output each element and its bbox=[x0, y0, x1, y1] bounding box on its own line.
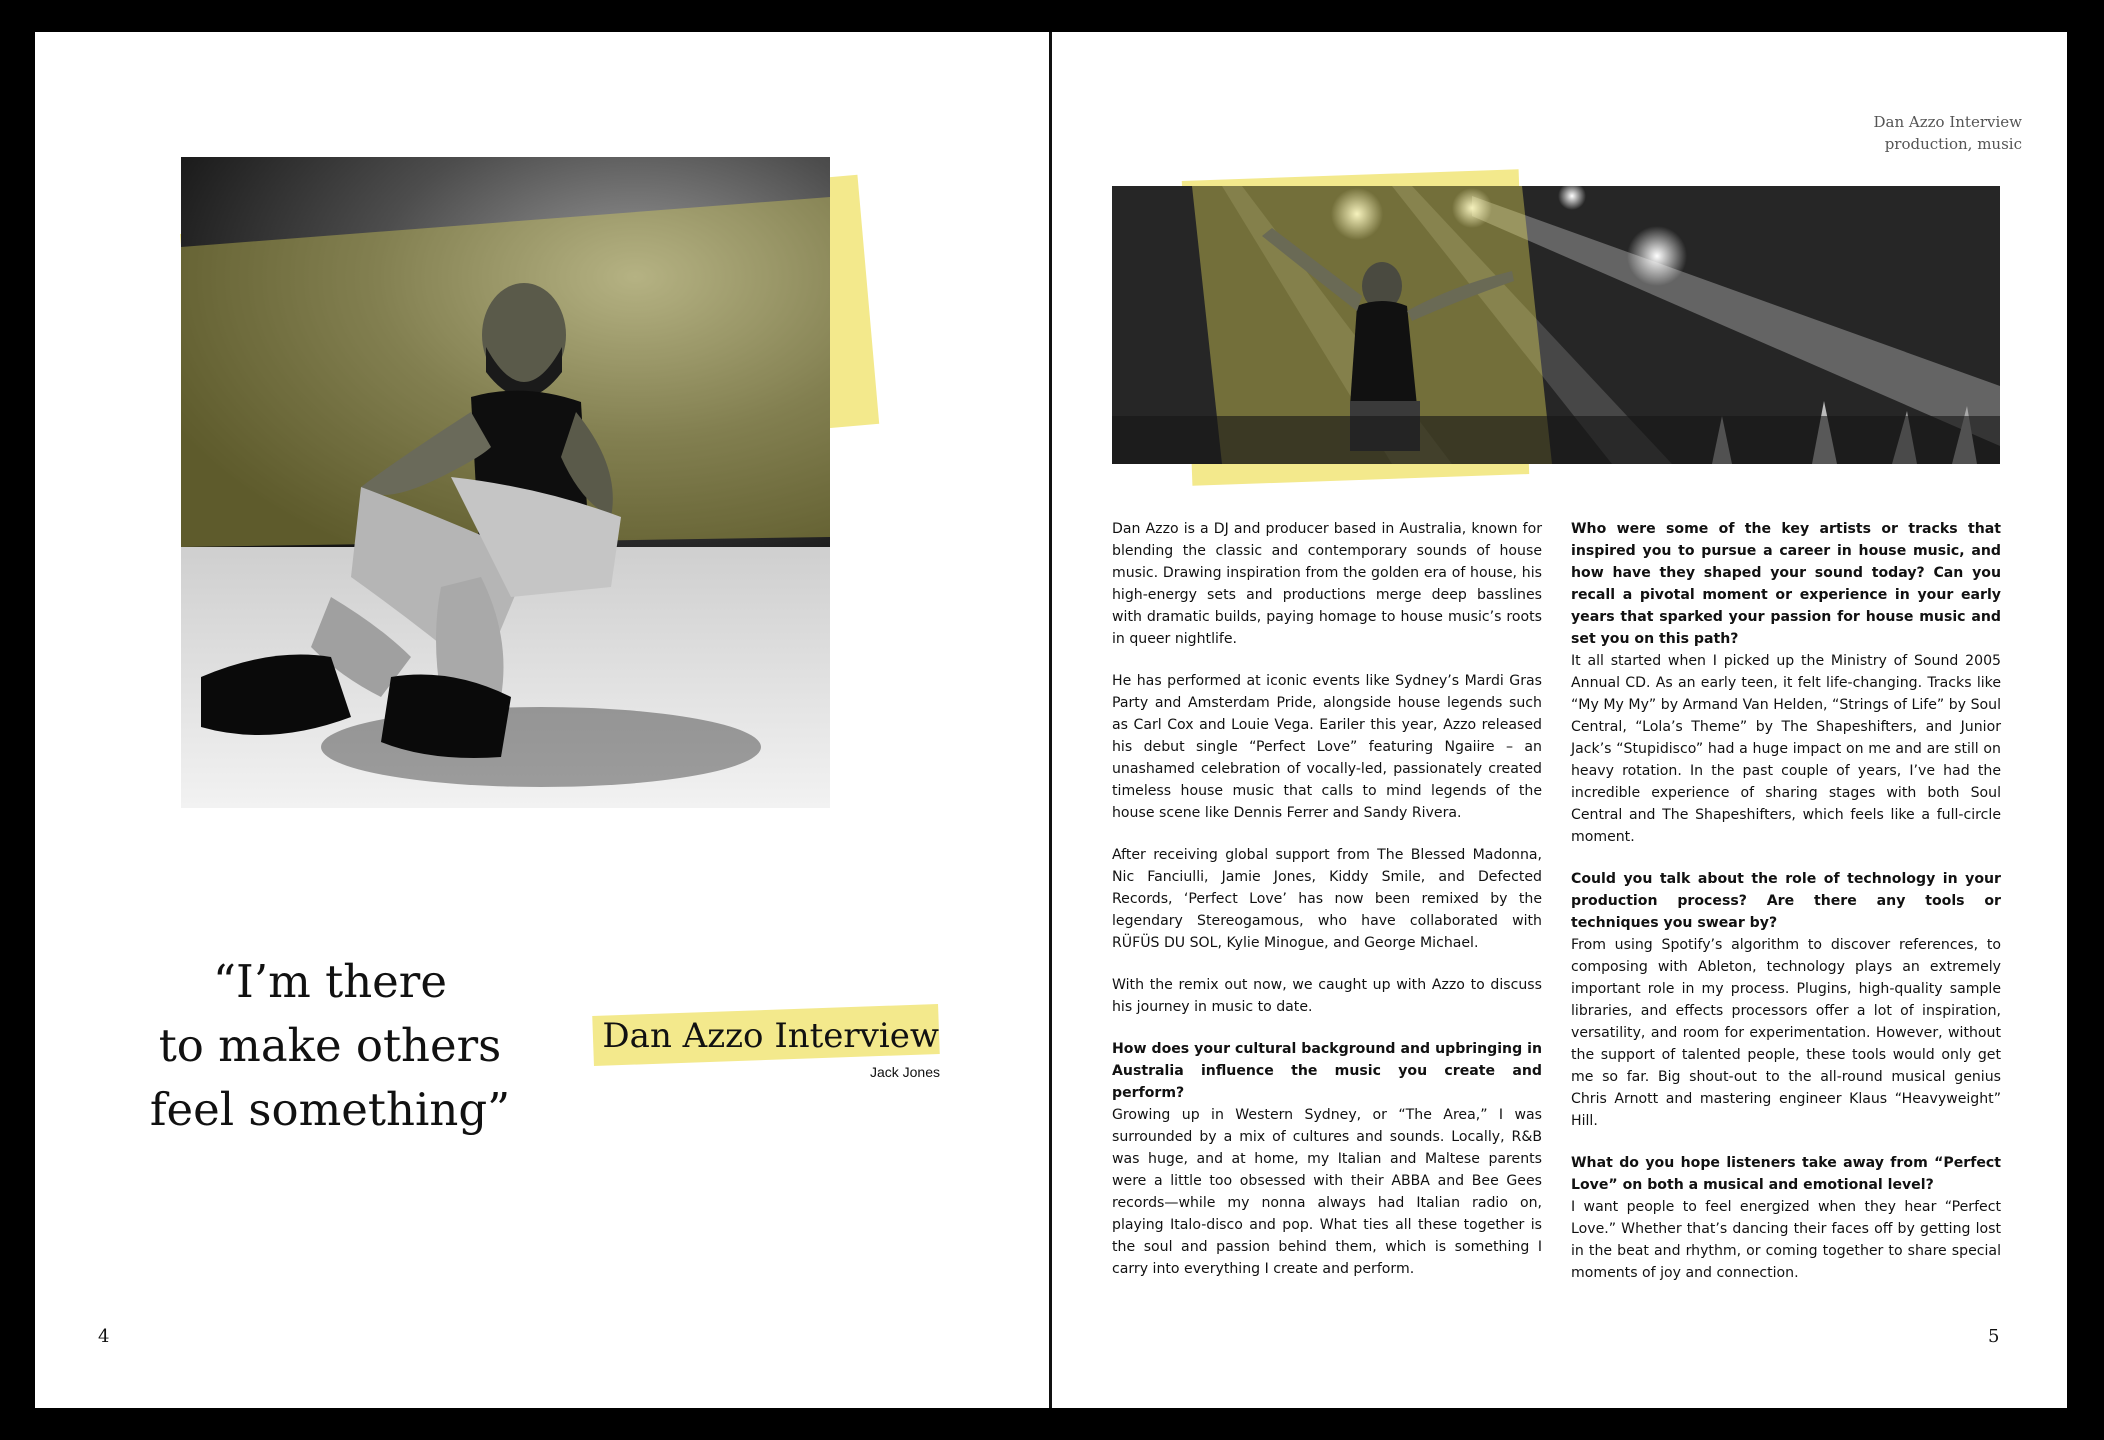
running-header bbox=[1874, 111, 2022, 155]
answer: From using Spotify’s algorithm to discover references, to composing with Ableton, technology plays an extremely important role in my process. Plugins, high-quality sample libraries, and effects processors offer a lot of inspiration, versatility, and room for experimentation. However, without the support of talented people, these tools would only get me so far. Big shout-out to the all-round musical genius Chris Arnott and mastering engineer Klaus “Heavyweight” Hill. bbox=[1571, 937, 2001, 1129]
concert-photo bbox=[1112, 186, 2000, 464]
question: Could you talk about the role of technology in your production process? Are there any tools or techniques you swear by? bbox=[1571, 871, 2001, 931]
qa-block bbox=[1112, 1038, 1542, 1280]
body-column-left bbox=[1112, 518, 1542, 1300]
pull-quote-line: to make others bbox=[158, 1019, 502, 1072]
qa-block bbox=[1571, 518, 2001, 848]
answer: It all started when I picked up the Ministry of Sound 2005 Annual CD. As an early teen, it felt life-changing. Tracks like “My My My” by Armand Van Helden, “Strings of Life” by Soul Central, “Lola’s Theme” by The Shapeshifters, and Junior Jack’s “Stupidisco” had a huge impact on me and are still on heavy rotation. In the past couple of years, I’ve had the incredible experience of sharing stages with both Soul Central and The Shapeshifters, which feels like a full-circle moment. bbox=[1571, 653, 2001, 845]
author-byline: Jack Jones bbox=[869, 1064, 940, 1080]
portrait-photo bbox=[181, 157, 830, 808]
page-number-right: 5 bbox=[1988, 1326, 2000, 1347]
pull-quote-line: “I’m there bbox=[213, 955, 447, 1008]
page-gutter bbox=[1049, 32, 1052, 1408]
interview-title: Dan Azzo Interview bbox=[602, 1016, 939, 1056]
intro-paragraph: With the remix out now, we caught up with Azzo to discuss his journey in music to date. bbox=[1112, 977, 1542, 1015]
running-header-tags: production, music bbox=[1884, 135, 2022, 153]
pull-quote-line: feel something” bbox=[149, 1083, 511, 1136]
body-column-right bbox=[1571, 518, 2001, 1304]
question: Who were some of the key artists or tracks that inspired you to pursue a career in house music, and how have they shaped your sound today? Can you recall a pivotal moment or experience in your early years that sparked your passion for house music and set you on this path? bbox=[1571, 521, 2001, 647]
pull-quote bbox=[120, 950, 540, 1142]
running-header-title: Dan Azzo Interview bbox=[1873, 113, 2022, 131]
qa-block bbox=[1571, 868, 2001, 1132]
answer: I want people to feel energized when they hear “Perfect Love.” Whether that’s dancing their faces off by getting lost in the beat and rhythm, or coming together to share special moments of joy and connection. bbox=[1571, 1199, 2001, 1281]
intro-paragraph: He has performed at iconic events like Sydney’s Mardi Gras Party and Amsterdam Pride, alongside house legends such as Carl Cox and Louie Vega. Eariler this year, Azzo released his debut single “Perfect Love” featuring Ngaiire – an unashamed celebration of vocally-led, passionately created timeless house music that calls to mind legends of the house scene like Dennis Ferrer and Sandy Rivera. bbox=[1112, 673, 1542, 821]
portrait-illustration bbox=[181, 157, 830, 808]
question: How does your cultural background and upbringing in Australia influence the music you create and perform? bbox=[1112, 1041, 1542, 1101]
intro-paragraph: Dan Azzo is a DJ and producer based in Australia, known for blending the classic and contemporary sounds of house music. Drawing inspiration from the golden era of house, his high-energy sets and productions merge deep basslines with dramatic builds, paying homage to house music’s roots in queer nightlife. bbox=[1112, 521, 1542, 647]
question: What do you hope listeners take away from “Perfect Love” on both a musical and emotional level? bbox=[1571, 1155, 2001, 1193]
page-number-left: 4 bbox=[98, 1326, 110, 1347]
answer: Growing up in Western Sydney, or “The Area,” I was surrounded by a mix of cultures and sounds. Locally, R&B was huge, and at home, my Italian and Maltese parents were a little too obsessed with their ABBA and Bee Gees records—while my nonna always had Italian radio on, playing Italo-disco and pop. What ties all these together is the soul and passion behind them, which is something I carry into everything I create and perform. bbox=[1112, 1107, 1542, 1277]
concert-illustration bbox=[1112, 186, 2000, 464]
intro-paragraph: After receiving global support from The Blessed Madonna, Nic Fanciulli, Jamie Jones, Kiddy Smile, and Defected Records, ‘Perfect Love’ has now been remixed by the legendary Stereogamous, who have collaborated with RÜFÜS DU SOL, Kylie Minogue, and George Michael. bbox=[1112, 847, 1542, 951]
qa-block bbox=[1571, 1152, 2001, 1284]
